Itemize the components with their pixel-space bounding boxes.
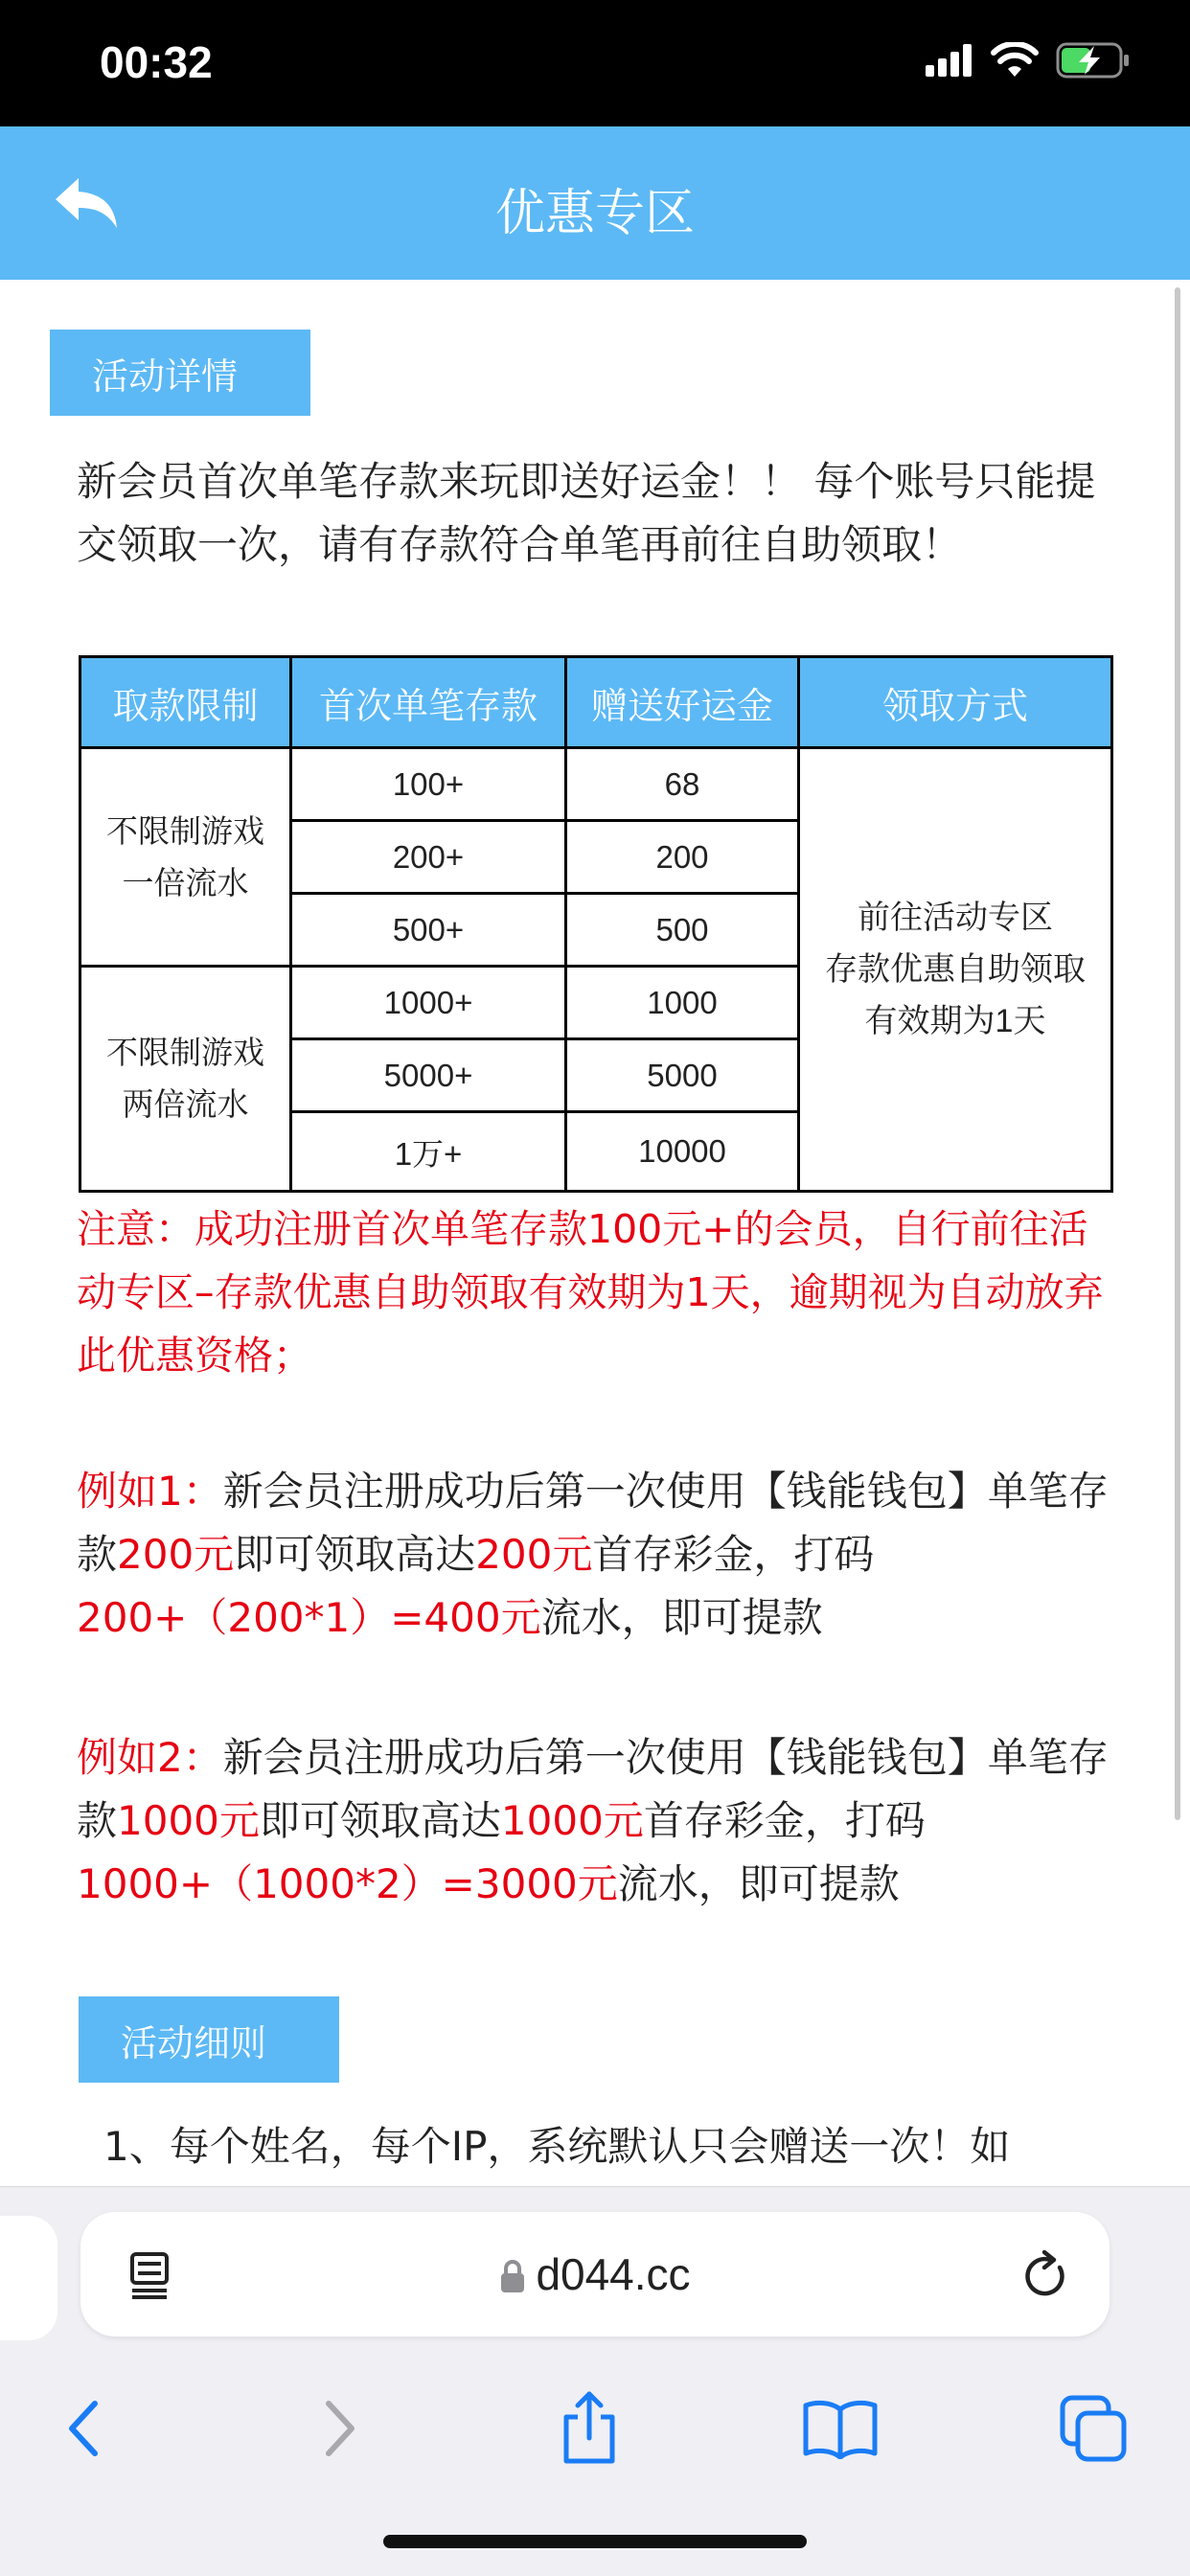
- cellular-signal-icon: [926, 44, 973, 77]
- share-icon: [559, 2390, 620, 2467]
- claim-method-line: 有效期为1天: [864, 1003, 1046, 1039]
- status-time: 00:32: [100, 37, 213, 87]
- example-text: 即可领取高达: [259, 1797, 501, 1844]
- bonus-cell: 68: [566, 748, 799, 821]
- promo-table: [79, 655, 1113, 1193]
- deposit-cell: 500+: [291, 894, 566, 967]
- example-bonus: 200元: [475, 1531, 593, 1578]
- table-header-cell: 领取方式: [799, 657, 1112, 748]
- book-icon: [802, 2398, 879, 2459]
- reload-icon: [1021, 2248, 1071, 2302]
- example-text: 新会员注册成功后第一次使用【钱能钱包】单笔存款: [77, 1468, 1109, 1578]
- status-bar: [0, 0, 1190, 126]
- wagering-group-2: [80, 967, 291, 1192]
- table-header-cell: 取款限制: [80, 657, 291, 748]
- table-header-cell: 首次单笔存款: [291, 657, 566, 748]
- app-header: [0, 126, 1190, 280]
- wagering-group-1: [80, 748, 291, 967]
- battery-charging-icon: [1056, 42, 1131, 79]
- claim-method-line: 前往活动专区: [858, 900, 1053, 936]
- browser-toolbar: [0, 2369, 1190, 2484]
- bonus-cell: 10000: [566, 1112, 799, 1192]
- example-text: 流水，即可提款: [617, 1860, 900, 1907]
- page-title: 优惠专区: [494, 185, 695, 242]
- chevron-right-icon: [321, 2398, 359, 2459]
- section-tab-details: 活动详情: [50, 330, 310, 416]
- notice-text: 注意：成功注册首次单笔存款100元+的会员，自行前往活动专区–存款优惠自助领取有效期为1天，逾期视为自动放弃此优惠资格；: [77, 1206, 1104, 1379]
- wifi-icon: [991, 42, 1039, 79]
- table-header-row: [80, 657, 1112, 748]
- example-bonus: 1000元: [500, 1797, 644, 1844]
- example-label: 例如1：: [77, 1468, 223, 1515]
- intro-text: 新会员首次单笔存款来玩即送好运金！！ 每个账号只能提交领取一次，请有存款符合单笔再前往自助领取！: [77, 458, 1096, 568]
- bonus-cell: 200: [566, 821, 799, 894]
- url-display[interactable]: [80, 2248, 1110, 2300]
- content-area[interactable]: [0, 280, 1190, 2186]
- bonus-cell: 1000: [566, 967, 799, 1039]
- reload-button[interactable]: [1021, 2248, 1071, 2306]
- example-2: [77, 1726, 1121, 1916]
- table-row: [80, 748, 1112, 821]
- forward-nav-button[interactable]: [297, 2390, 383, 2467]
- deposit-cell: 100+: [291, 748, 566, 821]
- example-text: 即可领取高达: [234, 1531, 476, 1578]
- example-text: 首存彩金，打码: [592, 1531, 875, 1578]
- bonus-cell: 500: [566, 894, 799, 967]
- tabs-button[interactable]: [1050, 2390, 1136, 2467]
- share-button[interactable]: [546, 2390, 632, 2467]
- address-bar[interactable]: [80, 2212, 1110, 2337]
- example-text: 首存彩金，打码: [643, 1797, 926, 1844]
- example-formula: 1000+（1000*2）=3000元: [77, 1860, 618, 1907]
- section-tab-rules: 活动细则: [79, 1996, 339, 2083]
- example-text: 新会员注册成功后第一次使用【钱能钱包】单笔存款: [77, 1734, 1109, 1844]
- deposit-cell: 200+: [291, 821, 566, 894]
- table-header-cell: 赠送好运金: [566, 657, 799, 748]
- example-label: 例如2：: [77, 1734, 223, 1781]
- wagering-label-line: 不限制游戏: [106, 812, 264, 849]
- example-1: [77, 1460, 1121, 1650]
- scrollbar-thumb[interactable]: [1175, 287, 1180, 1820]
- home-indicator: [383, 2535, 807, 2548]
- example-text: 流水，即可提款: [540, 1594, 823, 1641]
- rule-1-text: 1、每个姓名，每个IP，系统默认只会赠送一次！如: [103, 2123, 1011, 2170]
- lock-icon: [499, 2259, 526, 2293]
- url-text: d044.cc: [536, 2249, 691, 2299]
- claim-method-line: 存款优惠自助领取: [825, 951, 1086, 988]
- example-amount: 1000元: [117, 1797, 260, 1844]
- wagering-label-line: 两倍流水: [122, 1086, 249, 1122]
- example-amount: 200元: [117, 1531, 235, 1578]
- previous-tab-card[interactable]: [0, 2216, 57, 2340]
- browser-bottom-bar: [0, 2186, 1190, 2576]
- status-icons: [926, 42, 1131, 79]
- wagering-label-line: 不限制游戏: [106, 1035, 264, 1070]
- bonus-cell: 5000: [566, 1039, 799, 1112]
- deposit-cell: 5000+: [291, 1039, 566, 1112]
- back-nav-button[interactable]: [40, 2390, 126, 2467]
- wagering-label-line: 一倍流水: [122, 864, 249, 900]
- example-formula: 200+（200*1）=400元: [77, 1594, 541, 1641]
- claim-method-cell: [799, 748, 1112, 1192]
- deposit-cell: 1000+: [291, 967, 566, 1039]
- chevron-left-icon: [64, 2398, 103, 2459]
- tabs-icon: [1059, 2394, 1128, 2463]
- deposit-cell: 1万+: [291, 1112, 566, 1192]
- bookmarks-button[interactable]: [797, 2390, 883, 2467]
